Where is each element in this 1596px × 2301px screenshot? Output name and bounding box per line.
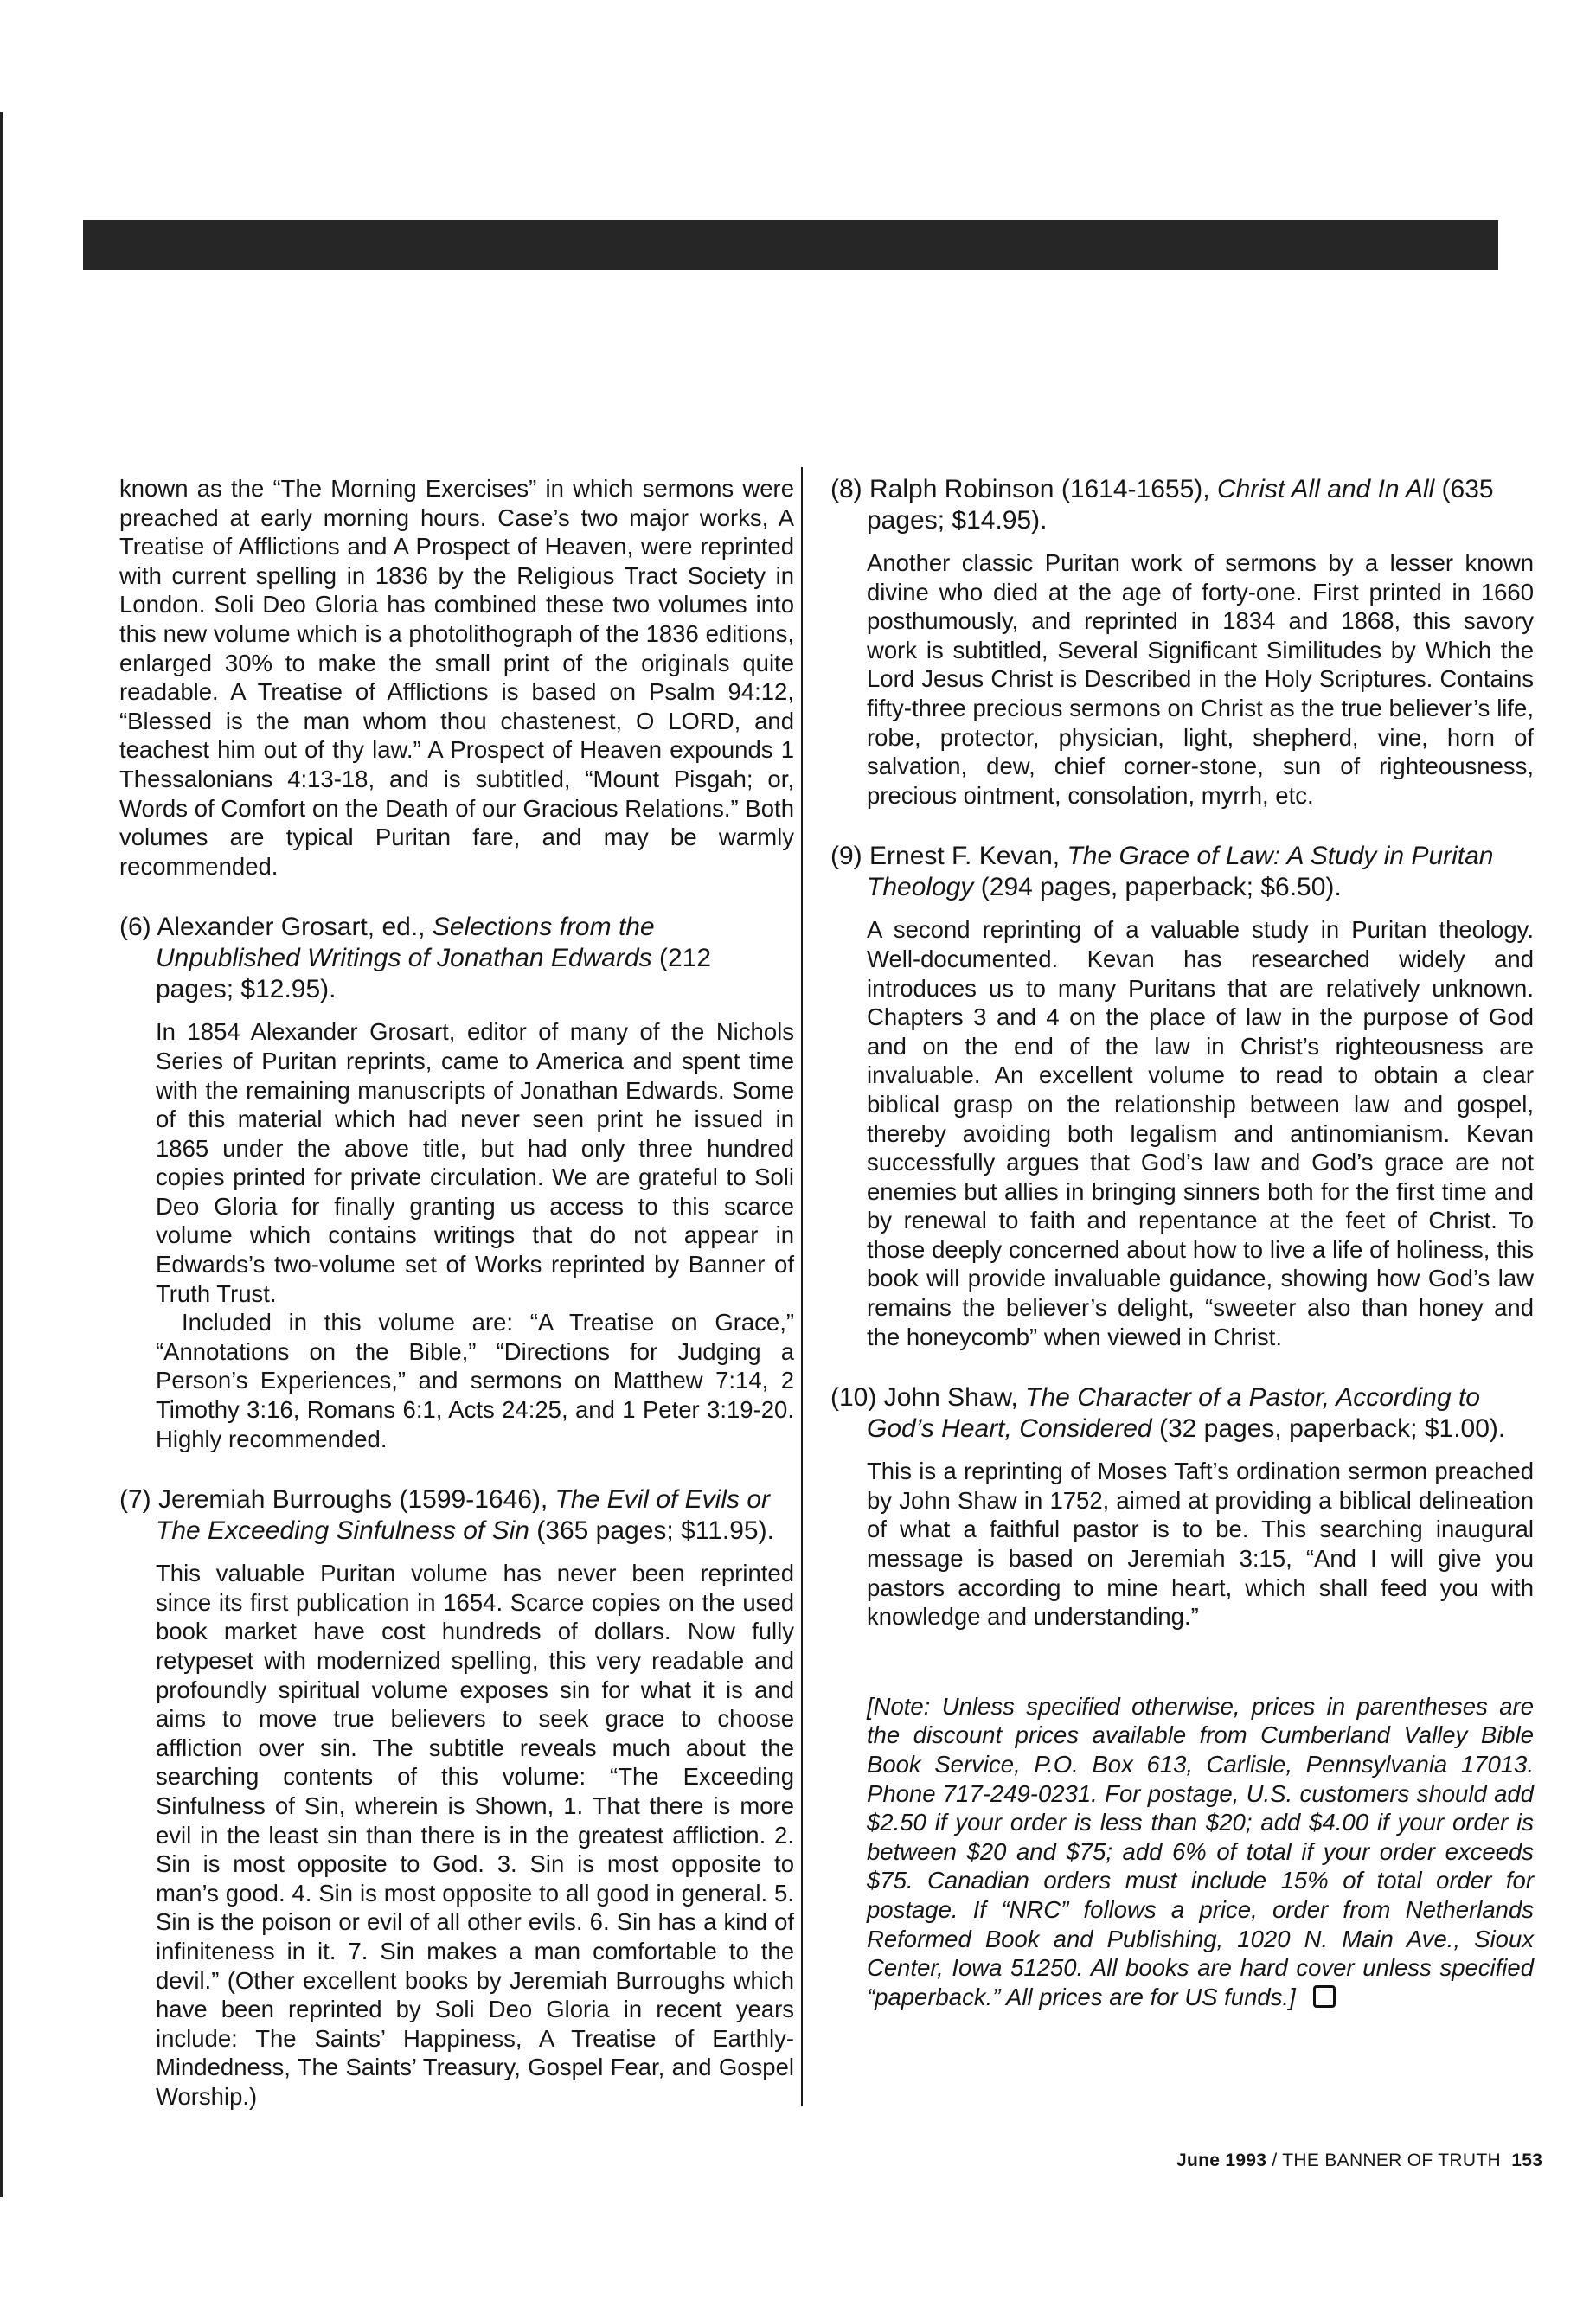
book-entry-6 [119,912,794,1453]
entry-author: Ralph Robinson (1614-1655), [869,475,1210,503]
entry-paragraph: A second reprinting of a valuable study in Puritan theology. Well-documented. Kevan has researched widely and introduces us to many Puritans that are relatively unknown. Chapters 3 and 4 on the place of law in the purpose of God and on the end of the law in Christ’s righteousness are invaluable. An excellent volume to read to obtain a clear biblical grasp on the relationship between law and gospel, thereby avoiding both legalism and antinomianism. Kevan successfully argues that God’s law and God’s grace are not enemies but allies in bringing sinners both for the first time and by renewal to faith and repentance at the feet of Christ. To those deeply concerned about how to live a life of holiness, this book will provide invaluable guidance, showing how God’s law remains the believer’s delight, “sweeter also than honey and the honeycomb” when viewed in Christ. [867,916,1534,1350]
entry-details: (635 pages; $14.95). [867,475,1494,535]
book-entry-8 [830,474,1534,810]
entry-heading [830,474,1534,536]
entry-paragraph: In 1854 Alexander Grosart, editor of many of the Nichols Series of Puritan reprints, came to America and spent time with the remaining manuscripts of Jonathan Edwards. Some of this material which had never seen print he issued in 1865 under the above title, but had only three hundred copies printed for private circulation. We are grateful to Soli Deo Gloria for finally granting us access to this scarce volume which contains writings that do not appear in Edwards’s two-volume set of Works reprinted by Banner of Truth Trust. [156,1018,794,1307]
continuation-paragraph: known as the “The Morning Exercises” in which sermons were preached at early morning hours. Case’s two major works, A Treatise of Afflictions and A Prospect of Heaven, were reprinted with current spelling in 1836 by the Religious Tract Society in London. Soli Deo Gloria has combined these two volumes into this new volume which is a photolithograph of the 1836 editions, enlarged 30% to make the small print of the originals quite readable. A Treatise of Afflictions is based on Psalm 94:12, “Blessed is the man whom thou chastenest, O LORD, and teachest him out of thy law.” A Prospect of Heaven expounds 1 Thessalonians 4:13-18, and is subtitled, “Mount Pisgah; or, Words of Comfort on the Death of our Gracious Relations.” Both volumes are typical Puritan fare, and may be warmly recommended. [119,475,794,880]
note-paragraph [867,1692,1534,2012]
entry-details: (212 pages; $12.95). [156,944,712,1004]
right-column [830,474,1534,2011]
entry-author: Jeremiah Burroughs (1599-1646), [158,1485,548,1515]
entry-paragraph: This is a reprinting of Moses Taft’s ordination sermon preached by John Shaw in 1752, aimed at providing a biblical delineation of what a faithful pastor is to be. This searching inaugural message is based on Jeremiah 3:15, “And I will give you pastors according to mine heart, which shall feed you with knowledge and understanding.” [867,1458,1534,1631]
entry-heading [830,1382,1534,1445]
page-footer [1176,2150,1542,2171]
entry-author: Alexander Grosart, ed., [157,913,426,942]
end-of-article-mark-icon [1313,1985,1336,2008]
book-entry-7 [119,1484,794,2111]
column-divider [801,467,803,2106]
entry-body [119,1017,794,1453]
entry-heading [119,912,794,1005]
header-band [83,220,1498,270]
footer-date: June 1993 [1176,2150,1267,2170]
entry-number: (8) [830,475,862,503]
entry-details: (365 pages; $11.95). [536,1516,774,1546]
entry-author: Ernest F. Kevan, [869,842,1061,871]
page-number: 153 [1511,2150,1543,2170]
entry-details: (294 pages, paperback; $6.50). [980,873,1342,902]
entry-heading [830,841,1534,903]
entry-body [830,915,1534,1351]
entry-details: (32 pages, paperback; $1.00). [1158,1414,1506,1444]
book-entry-10 [830,1382,1534,1631]
entry-number: (6) [119,913,151,942]
entry-body [119,1559,794,2111]
entry-body [830,1457,1534,1631]
entry-heading [119,1484,794,1547]
footer-publication: THE BANNER OF TRUTH [1282,2150,1501,2170]
left-column [119,474,794,2112]
entry-number: (9) [830,842,862,871]
price-note [830,1692,1534,2012]
entry-number: (7) [119,1485,151,1515]
entry-body [830,548,1534,810]
entry-paragraph: Included in this volume are: “A Treatise on Grace,” “Annotations on the Bible,” “Directions for Judging a Person’s Experiences,” and sermons on Matthew 7:14, 2 Timothy 3:16, Romans 6:1, Acts 24:25, and 1 Peter 3:19-20. Highly recommended. [156,1309,794,1452]
entry-title: The Grace of Law: A Study in Puritan Theology [867,842,1494,902]
entry-title: Selections from the Unpublished Writings of Jonathan Edwards [156,913,655,973]
book-entry-9 [830,841,1534,1351]
entry-number: (10) [830,1383,877,1413]
entry-title: The Character of a Pastor, According to God’s Heart, Considered [867,1383,1480,1444]
page-edge-line [0,112,3,2197]
footer-separator: / [1266,2150,1283,2170]
entry-paragraph: Another classic Puritan work of sermons by a lesser known divine who died at the age of forty-one. First printed in 1660 posthumously, and reprinted in 1834 and 1868, this savory work is subtitled, Several Significant Similitudes by Which the Lord Jesus Christ is Described in the Holy Scriptures. Contains fifty-three precious sermons on Christ as the true believer’s life, robe, protector, physician, light, shepherd, vine, horn of salvation, dew, chief corner-stone, sun of righteousness, precious ointment, consolation, myrrh, etc. [867,549,1534,809]
entry-title: Christ All and In All [1216,475,1435,503]
note-text: [Note: Unless specified otherwise, prices in parentheses are the discount prices available from Cumberland Valley Bible Book Service, P.O. Box 613, Carlisle, Pennsylvania 17013. Phone 717-249-0231. For postage, U.S. customers should add $2.50 if your order is less than $20; add $4.00 if your order is between $20 and $75; add 6% of total if your order exceeds $75. Canadian orders must include 15% of total order for postage. If “NRC” follows a price, order from Netherlands Reformed Book and Publishing, 1020 N. Main Ave., Sioux Center, Iowa 51250. All books are hard cover unless specified “paperback.” All prices are for US funds.] [867,1692,1534,2010]
entry-author: John Shaw, [883,1383,1018,1413]
entry-paragraph: This valuable Puritan volume has never been reprinted since its first publication in 1654. Scarce copies on the used book market have cost hundreds of dollars. Now fully retypeset with modernized spelling, this very readable and profoundly spiritual volume exposes sin for what it is and aims to move true believers to seek grace to choose affliction over sin. The subtitle reveals much about the searching contents of this volume: “The Exceeding Sinfulness of Sin, wherein is Shown, 1. That there is more evil in the least sin than there is in the greatest affliction. 2. Sin is most opposite to God. 3. Sin is most opposite to man’s good. 4. Sin is most opposite to all good in general. 5. Sin is the poison or evil of all other evils. 6. Sin has a kind of infiniteness in it. 7. Sin makes a man comfortable to the devil.” (Other excellent books by Jeremiah Burroughs which have been reprinted by Soli Deo Gloria in recent years include: The Saints’ Happiness, A Treatise of Earthly-Mindedness, The Saints’ Treasury, Gospel Fear, and Gospel Worship.) [156,1560,794,2110]
entry-title: The Evil of Evils or The Exceeding Sinfulness of Sin [156,1485,771,1546]
